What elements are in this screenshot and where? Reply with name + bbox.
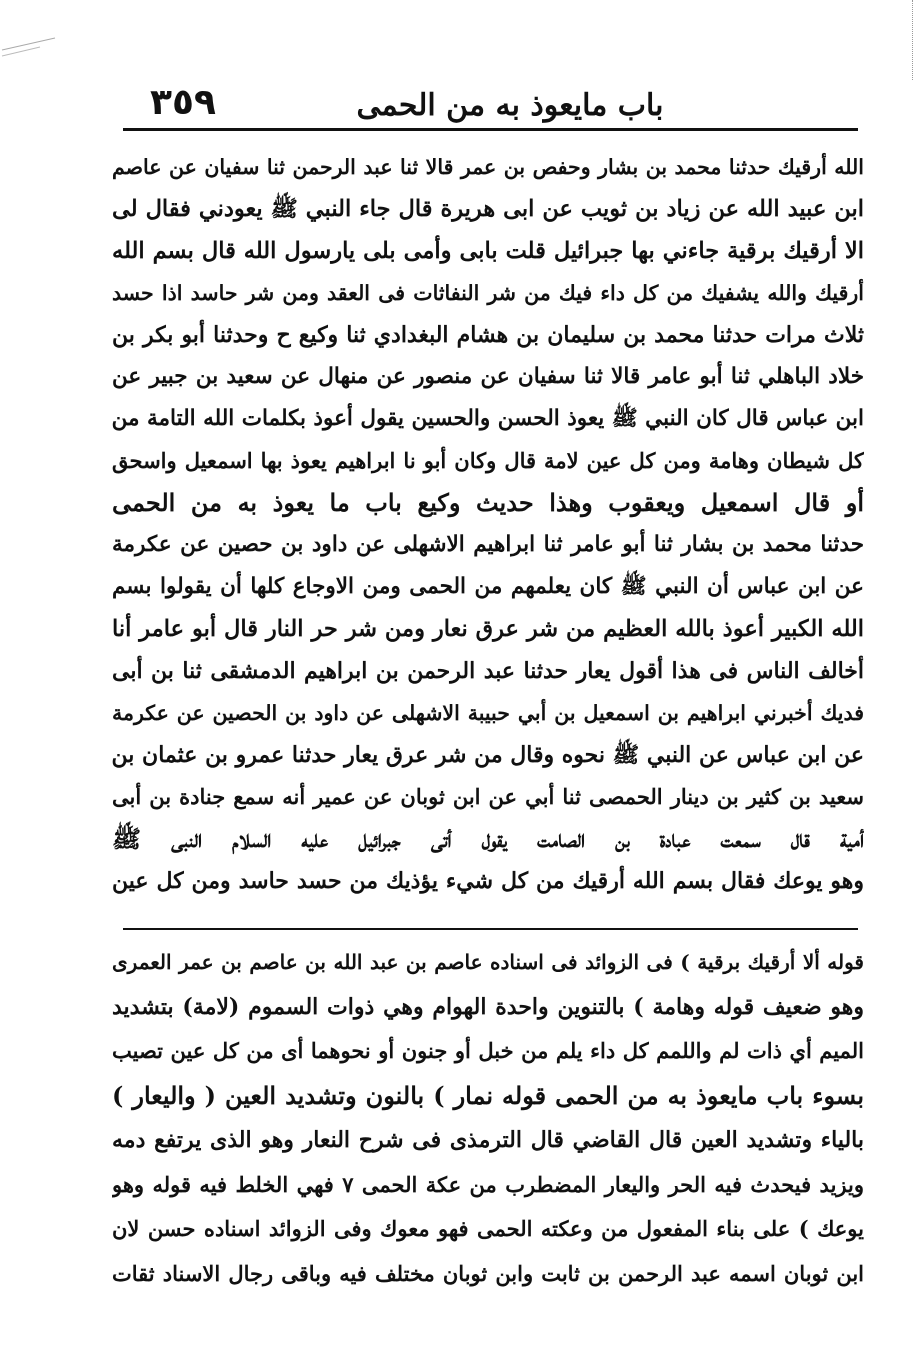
text-line: أرقيك والله يشفيك من كل داء فيك من شر النفاثات فى العقد ومن شر حاسد اذا حسد: [112, 281, 864, 305]
text-line: عن ابن عباس أن النبي ﷺ كان يعلمهم من الحمى ومن الاوجاع كلها أن يقولوا بسم: [112, 574, 864, 599]
header-rule: [123, 128, 858, 131]
text-line: الله أرقيك حدثنا محمد بن بشار وحفص بن عمر قالا ثنا عبد الرحمن ثنا سفيان عن عاصم: [112, 155, 864, 179]
chapter-heading-line: أو قال اسمعيل ويعقوب وهذا حديث وكيع باب ما يعوذ به من الحمى: [112, 488, 864, 517]
scan-edge-marks: [902, 0, 913, 80]
main-text: [112, 146, 864, 902]
footnote-rule: [123, 928, 858, 930]
text-line: أخالف الناس فى هذا أقول يعار حدثنا عبد الرحمن بن ابراهيم الدمشقى ثنا بن أبى: [112, 658, 864, 684]
footnote-line: الميم أي ذات لم واللمم كل داء يلم من خبل أو جنون أو نحوهما أى من كل عين تصيب: [112, 1038, 864, 1063]
text-line: حدثنا محمد بن بشار ثنا أبو عامر ثنا ابراهيم الاشهلى عن داود بن حصين عن عكرمة: [112, 532, 864, 557]
text-line: الله الكبير أعوذ بالله العظيم من شر عرق نعار ومن شر حر النار قال أبو عامر أنا: [112, 616, 864, 642]
text-line: خلاد الباهلي ثنا أبو عامر قالا ثنا سفيان عن منصور عن منهال عن سعيد بن جبير عن: [112, 364, 864, 389]
text-line: ثلاث مرات حدثنا محمد بن سليمان بن هشام البغدادي ثنا وكيع ح وحدثنا أبو بكر بن: [112, 322, 864, 348]
text-line: كل شيطان وهامة ومن كل عين لامة قال وكان أبو نا ابراهيم يعوذ بها اسمعيل واسحق: [112, 448, 864, 473]
footnote-line: ويزيد فيحدث فيه الحر واليعار المضطرب من عكة الحمى ٧ فهي الخلط فيه قوله وهو: [112, 1171, 864, 1197]
text-line: ابن عباس قال كان النبي ﷺ يعوذ الحسن والحسين يقول أعوذ بكلمات الله التامة من: [112, 406, 864, 431]
text-line: وهو يوعك فقال بسم الله أرقيك من كل شيء يؤذيك من حسد حاسد ومن كل عين: [112, 868, 864, 894]
footnotes: [112, 940, 864, 1296]
running-title: باب مايعوذ به من الحمى: [356, 88, 664, 123]
text-line: الا أرقيك برقية جاءني بها جبرائيل قلت بابى وأمى بلى يارسول الله قال بسم الله: [112, 238, 864, 264]
text-line: سعيد بن كثير بن دينار الحمصى ثنا أبي عن ابن ثوبان عن عمير أنه سمع جنادة بن أبى: [112, 784, 864, 809]
footnote-line: بسوء باب مايعوذ به من الحمى قوله نمار ) بالنون وتشديد العين ( واليعار ): [112, 1080, 864, 1110]
footnote-line: قوله ألا أرقيك برقية ) فى الزوائد فى اسناده عاصم بن عبد الله بن عاصم بن عمر العمرى: [112, 950, 864, 974]
text-line: أمية قال سمعت عبادة بن الصامت يقول أتى جبرائيل عليه السلام النبى ﷺ: [112, 824, 864, 853]
footnote-line: يوعك ) على بناء المفعول من وعكته الحمى فهو معوك وفى الزوائد اسناده حسن لان: [112, 1216, 864, 1241]
page-number: ٣٥٩: [150, 82, 216, 123]
text-line: فديك أخبرني ابراهيم بن اسمعيل بن أبي حبيبة الاشهلى عن داود بن الحصين عن عكرمة: [112, 701, 864, 725]
scan-corner-marks: [0, 0, 70, 60]
footnote-line: ابن ثوبان اسمه عبد الرحمن بن ثابت وابن ثوبان مختلف فيه وباقى رجال الاسناد ثقات: [112, 1260, 864, 1286]
footnote-line: وهو ضعيف قوله وهامة ) بالتنوين واحدة الهوام وهي ذوات السموم (لامة) بتشديد: [112, 993, 864, 1020]
footnote-line: بالياء وتشديد العين قال القاضي قال الترمذى فى شرح النعار وهو الذى يرتفع دمه: [112, 1127, 864, 1153]
text-line: ابن عبيد الله عن زياد بن ثويب عن ابى هريرة قال جاء النبي ﷺ يعودني فقال لى: [112, 196, 864, 222]
text-line: عن ابن عباس عن النبي ﷺ نحوه وقال من شر عرق يعار حدثنا عمرو بن عثمان بن: [112, 742, 864, 768]
